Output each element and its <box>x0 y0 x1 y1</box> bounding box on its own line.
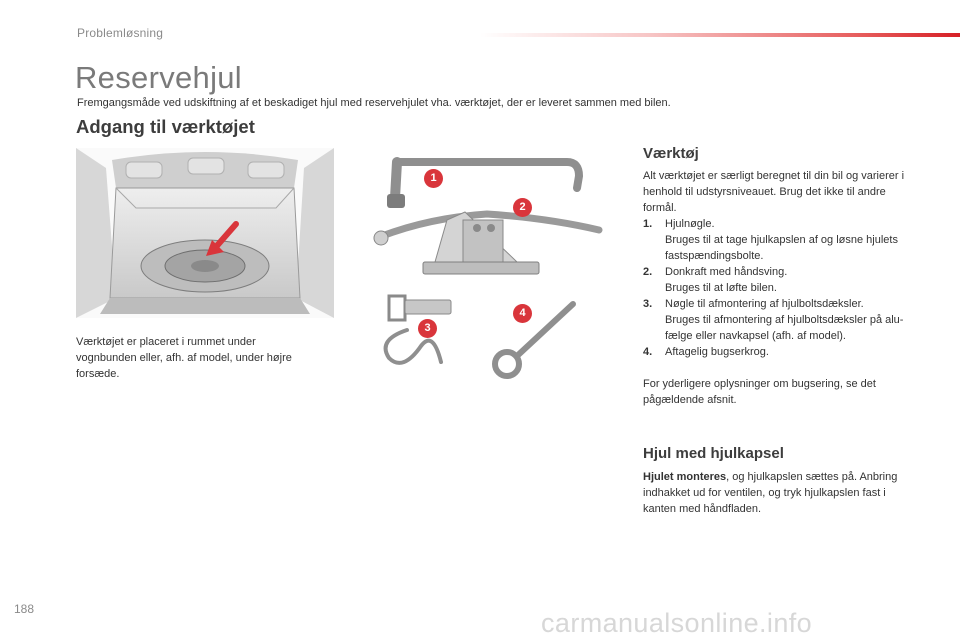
access-heading: Adgang til værktøjet <box>76 116 255 137</box>
badge-1: 1 <box>424 169 443 188</box>
badge-3: 3 <box>418 319 437 338</box>
section-label: Problemløsning <box>77 26 164 40</box>
list-item <box>643 344 913 360</box>
wheel-heading: Hjul med hjulkapsel <box>643 445 784 462</box>
wheel-text <box>643 469 908 517</box>
tool-list <box>643 216 913 360</box>
tools-illustration <box>367 150 607 390</box>
tools-heading: Værktøj <box>643 145 699 162</box>
item-title: Nøgle til afmontering af hjulboltsdæksler. <box>665 298 864 310</box>
badge-2: 2 <box>513 198 532 217</box>
access-caption: Værktøjet er placeret i rummet under vognbunden eller, afh. af model, under højre forsæde. <box>76 336 292 380</box>
page-number: 188 <box>14 602 35 616</box>
tools-description: Alt værktøjet er særligt beregnet til din bil og varierer i henhold til udstyrsniveauet. Brug det ikke til andre formål. <box>643 170 905 214</box>
list-item <box>643 296 913 344</box>
item-title: Hjulnøgle. <box>665 218 715 230</box>
item-title: Donkraft med håndsving. <box>665 266 788 278</box>
item-number: 1. <box>643 218 653 230</box>
item-detail: Bruges til afmontering af hjulboltsdæksler på alu-fælge eller navkapsel (afh. af model). <box>665 314 904 342</box>
wheel-bold-lead: Hjulet monteres <box>643 471 727 483</box>
intro-text: Fremgangsmåde ved udskiftning af et beskadiget hjul med reservehjulet vha. værktøjet, der er leveret sammen med bilen. <box>77 97 671 109</box>
item-title: Aftagelig bugserkrog. <box>665 346 769 358</box>
item-number: 2. <box>643 266 653 278</box>
page-title: Reservehjul <box>75 60 242 95</box>
list-item <box>643 216 913 264</box>
trunk-illustration <box>76 148 334 318</box>
header-accent-line <box>480 33 960 37</box>
badge-4: 4 <box>513 304 532 323</box>
wheel-instructions: , og hjulkapslen sættes på. Anbring indhakket ud for ventilen, og tryk hjulkapslen fast i kanten med håndfladen. <box>643 471 898 515</box>
list-item <box>643 264 913 296</box>
item-detail: Bruges til at tage hjulkapslen af og løsne hjulets fastspændingsbolte. <box>665 234 898 262</box>
tools-footer-note: For yderligere oplysninger om bugsering, se det pågældende afsnit. <box>643 378 876 406</box>
item-detail: Bruges til at løfte bilen. <box>665 282 777 294</box>
item-number: 3. <box>643 298 653 310</box>
item-number: 4. <box>643 346 653 358</box>
watermark: carmanualsonline.info <box>541 608 813 638</box>
